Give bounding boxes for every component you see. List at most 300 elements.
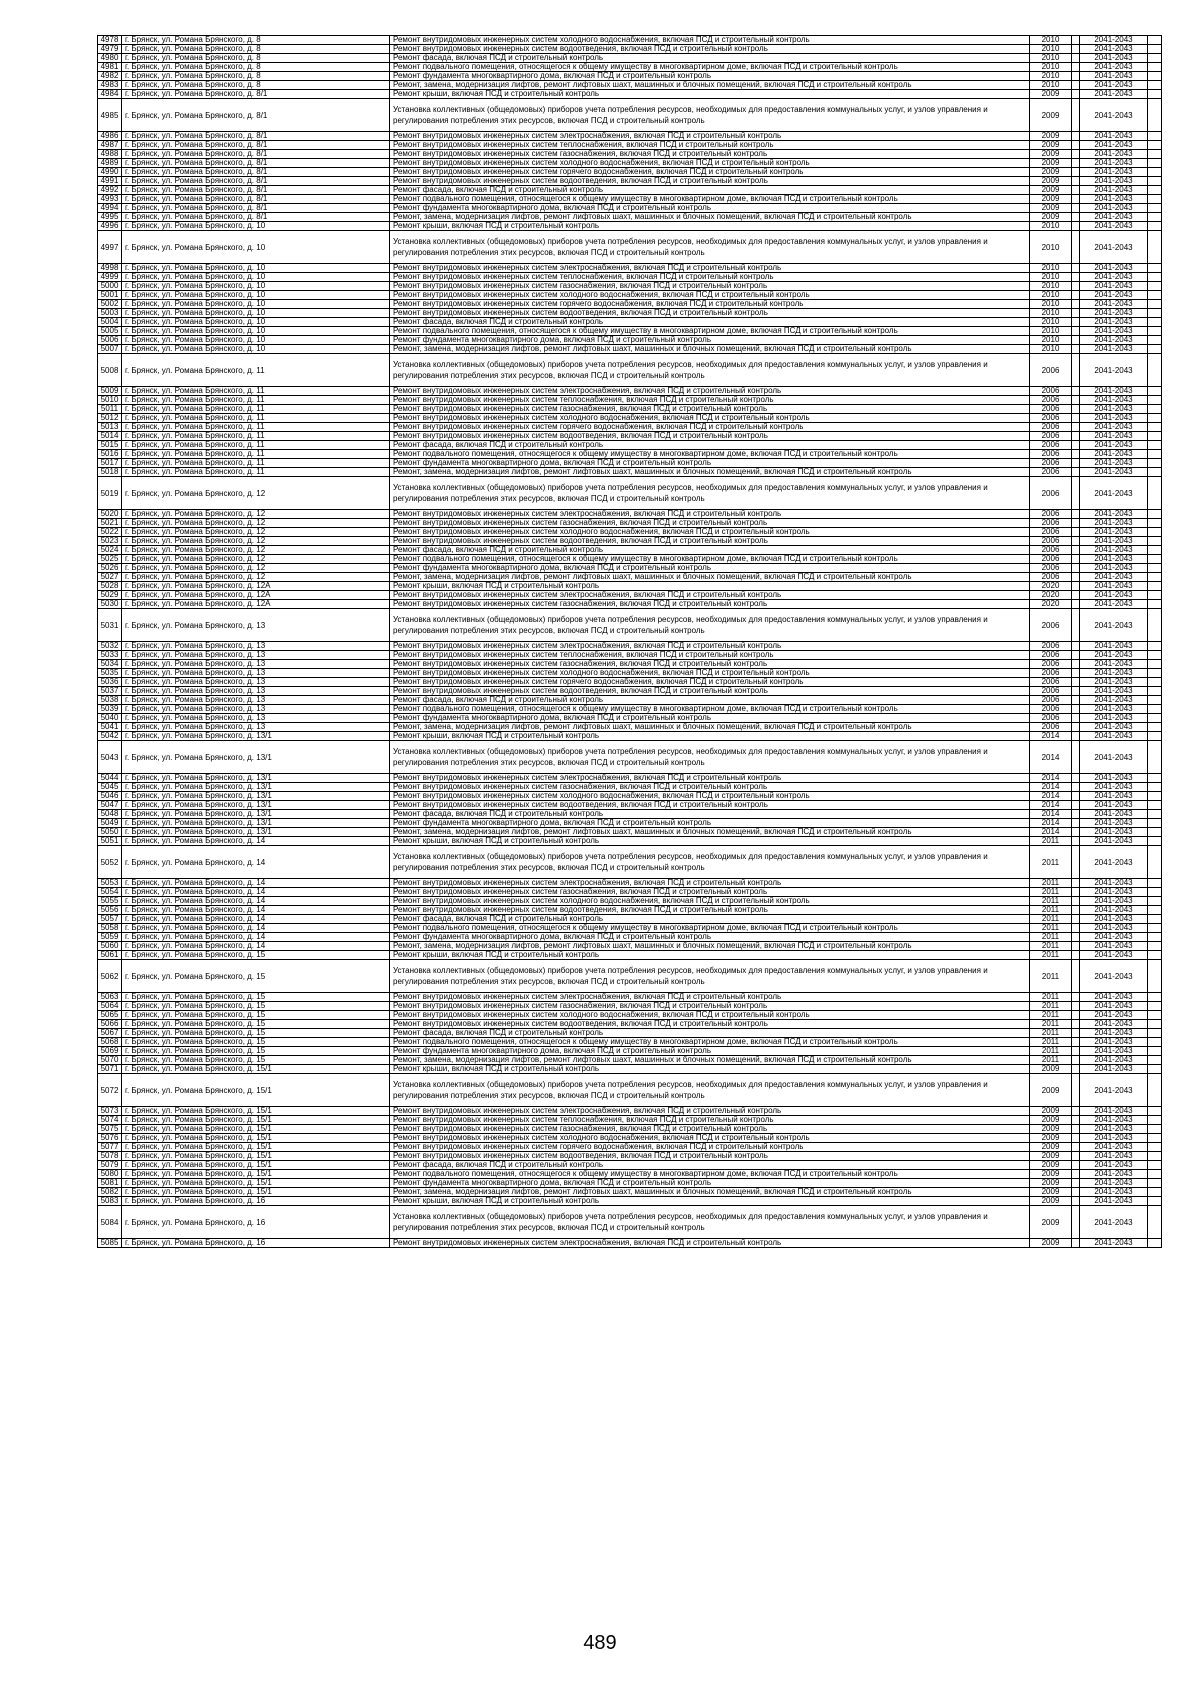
empty-cell xyxy=(1148,63,1162,72)
planned-period-cell: 2041-2043 xyxy=(1080,537,1148,546)
work-type-cell: Ремонт внутридомовых инженерных систем теплоснабжения, включая ПСД и строительный контроль xyxy=(390,273,1030,282)
table-row xyxy=(98,915,1162,924)
planned-period-cell: 2041-2043 xyxy=(1080,819,1148,828)
empty-cell xyxy=(1072,72,1080,81)
build-year-cell: 2006 xyxy=(1030,459,1072,468)
address-cell: г. Брянск, ул. Романа Брянского, д. 13 xyxy=(122,642,390,651)
empty-cell xyxy=(1072,1065,1080,1074)
empty-cell xyxy=(1072,1002,1080,1011)
row-number: 4990 xyxy=(98,168,122,177)
work-type-cell: Ремонт подвального помещения, относящегося к общему имуществу в многоквартирном доме, включая ПСД и строительный контроль xyxy=(390,555,1030,564)
planned-period-cell: 2041-2043 xyxy=(1080,1002,1148,1011)
table-row xyxy=(98,318,1162,327)
build-year-cell: 2006 xyxy=(1030,528,1072,537)
empty-cell xyxy=(1148,309,1162,318)
empty-cell xyxy=(1148,1188,1162,1197)
address-cell: г. Брянск, ул. Романа Брянского, д. 12 xyxy=(122,564,390,573)
work-type-cell: Ремонт фасада, включая ПСД и строительный контроль xyxy=(390,546,1030,555)
planned-period-cell: 2041-2043 xyxy=(1080,1161,1148,1170)
empty-cell xyxy=(1072,45,1080,54)
address-cell: г. Брянск, ул. Романа Брянского, д. 15/1 xyxy=(122,1161,390,1170)
row-number: 5007 xyxy=(98,345,122,354)
planned-period-cell: 2041-2043 xyxy=(1080,177,1148,186)
empty-cell xyxy=(1148,477,1162,510)
planned-period-cell: 2041-2043 xyxy=(1080,81,1148,90)
empty-cell xyxy=(1072,951,1080,960)
planned-period-cell: 2041-2043 xyxy=(1080,519,1148,528)
work-type-cell: Ремонт фасада, включая ПСД и строительный контроль xyxy=(390,186,1030,195)
row-number: 5003 xyxy=(98,309,122,318)
build-year-cell: 2006 xyxy=(1030,678,1072,687)
planned-period-cell: 2041-2043 xyxy=(1080,1056,1148,1065)
address-cell: г. Брянск, ул. Романа Брянского, д. 16 xyxy=(122,1239,390,1248)
empty-cell xyxy=(1148,1074,1162,1107)
build-year-cell: 2006 xyxy=(1030,441,1072,450)
row-number: 4997 xyxy=(98,231,122,264)
planned-period-cell: 2041-2043 xyxy=(1080,993,1148,1002)
planned-period-cell: 2041-2043 xyxy=(1080,354,1148,387)
address-cell: г. Брянск, ул. Романа Брянского, д. 15/1 xyxy=(122,1170,390,1179)
planned-period-cell: 2041-2043 xyxy=(1080,450,1148,459)
empty-cell xyxy=(1148,1170,1162,1179)
row-number: 5059 xyxy=(98,933,122,942)
planned-period-cell: 2041-2043 xyxy=(1080,687,1148,696)
work-type-cell: Ремонт внутридомовых инженерных систем теплоснабжения, включая ПСД и строительный контроль xyxy=(390,141,1030,150)
row-number: 4986 xyxy=(98,132,122,141)
row-number: 5077 xyxy=(98,1143,122,1152)
empty-cell xyxy=(1148,660,1162,669)
planned-period-cell: 2041-2043 xyxy=(1080,1029,1148,1038)
address-cell: г. Брянск, ул. Романа Брянского, д. 15/1 xyxy=(122,1134,390,1143)
build-year-cell: 2009 xyxy=(1030,1170,1072,1179)
empty-cell xyxy=(1148,960,1162,993)
row-number: 5001 xyxy=(98,291,122,300)
empty-cell xyxy=(1148,336,1162,345)
table-row xyxy=(98,387,1162,396)
empty-cell xyxy=(1148,45,1162,54)
planned-period-cell: 2041-2043 xyxy=(1080,582,1148,591)
address-cell: г. Брянск, ул. Романа Брянского, д. 15 xyxy=(122,1038,390,1047)
address-cell: г. Брянск, ул. Романа Брянского, д. 12 xyxy=(122,519,390,528)
empty-cell xyxy=(1072,132,1080,141)
work-type-cell: Ремонт, замена, модернизация лифтов, ремонт лифтовых шахт, машинных и блочных помещений, включая ПСД и строительный контроль xyxy=(390,573,1030,582)
work-type-cell: Ремонт внутридомовых инженерных систем холодного водоснабжения, включая ПСД и строительный контроль xyxy=(390,792,1030,801)
planned-period-cell: 2041-2043 xyxy=(1080,837,1148,846)
planned-period-cell: 2041-2043 xyxy=(1080,1170,1148,1179)
row-number: 5011 xyxy=(98,405,122,414)
build-year-cell: 2009 xyxy=(1030,168,1072,177)
empty-cell xyxy=(1148,1107,1162,1116)
empty-cell xyxy=(1148,537,1162,546)
empty-cell xyxy=(1072,1107,1080,1116)
work-type-cell: Установка коллективных (общедомовых) приборов учета потребления ресурсов, необходимых для предоставления коммунальных услуг, и узлов управления и регулирования потребления этих ресурсов, включая ПСД и строительный контроль xyxy=(390,609,1030,642)
empty-cell xyxy=(1148,81,1162,90)
row-number: 4998 xyxy=(98,264,122,273)
empty-cell xyxy=(1148,327,1162,336)
row-number: 5026 xyxy=(98,564,122,573)
work-type-cell: Ремонт внутридомовых инженерных систем водоотведения, включая ПСД и строительный контроль xyxy=(390,1152,1030,1161)
table-row xyxy=(98,1179,1162,1188)
empty-cell xyxy=(1072,1125,1080,1134)
address-cell: г. Брянск, ул. Романа Брянского, д. 15 xyxy=(122,1047,390,1056)
empty-cell xyxy=(1148,414,1162,423)
build-year-cell: 2009 xyxy=(1030,1239,1072,1248)
work-type-cell: Ремонт внутридомовых инженерных систем электроснабжения, включая ПСД и строительный контроль xyxy=(390,879,1030,888)
table-row xyxy=(98,582,1162,591)
work-type-cell: Ремонт, замена, модернизация лифтов, ремонт лифтовых шахт, машинных и блочных помещений, включая ПСД и строительный контроль xyxy=(390,81,1030,90)
row-number: 5018 xyxy=(98,468,122,477)
row-number: 4983 xyxy=(98,81,122,90)
empty-cell xyxy=(1072,993,1080,1002)
address-cell: г. Брянск, ул. Романа Брянского, д. 11 xyxy=(122,414,390,423)
build-year-cell: 2006 xyxy=(1030,714,1072,723)
empty-cell xyxy=(1148,642,1162,651)
address-cell: г. Брянск, ул. Романа Брянского, д. 13 xyxy=(122,651,390,660)
work-type-cell: Ремонт, замена, модернизация лифтов, ремонт лифтовых шахт, машинных и блочных помещений, включая ПСД и строительный контроль xyxy=(390,345,1030,354)
table-row xyxy=(98,414,1162,423)
build-year-cell: 2010 xyxy=(1030,291,1072,300)
table-row xyxy=(98,141,1162,150)
planned-period-cell: 2041-2043 xyxy=(1080,468,1148,477)
empty-cell xyxy=(1072,477,1080,510)
row-number: 5050 xyxy=(98,828,122,837)
build-year-cell: 2011 xyxy=(1030,960,1072,993)
empty-cell xyxy=(1148,273,1162,282)
address-cell: г. Брянск, ул. Романа Брянского, д. 8/1 xyxy=(122,186,390,195)
address-cell: г. Брянск, ул. Романа Брянского, д. 13/1 xyxy=(122,741,390,774)
table-row xyxy=(98,441,1162,450)
empty-cell xyxy=(1072,960,1080,993)
planned-period-cell: 2041-2043 xyxy=(1080,792,1148,801)
empty-cell xyxy=(1072,309,1080,318)
planned-period-cell: 2041-2043 xyxy=(1080,906,1148,915)
table-row xyxy=(98,1065,1162,1074)
build-year-cell: 2010 xyxy=(1030,282,1072,291)
empty-cell xyxy=(1072,1206,1080,1239)
empty-cell xyxy=(1148,723,1162,732)
empty-cell xyxy=(1148,318,1162,327)
address-cell: г. Брянск, ул. Романа Брянского, д. 13 xyxy=(122,669,390,678)
empty-cell xyxy=(1072,651,1080,660)
planned-period-cell: 2041-2043 xyxy=(1080,828,1148,837)
table-row xyxy=(98,1056,1162,1065)
table-row xyxy=(98,600,1162,609)
work-type-cell: Установка коллективных (общедомовых) приборов учета потребления ресурсов, необходимых для предоставления коммунальных услуг, и узлов управления и регулирования потребления этих ресурсов, включая ПСД и строительный контроль xyxy=(390,354,1030,387)
work-type-cell: Ремонт фундамента многоквартирного дома, включая ПСД и строительный контроль xyxy=(390,204,1030,213)
empty-cell xyxy=(1072,732,1080,741)
planned-period-cell: 2041-2043 xyxy=(1080,1065,1148,1074)
planned-period-cell: 2041-2043 xyxy=(1080,300,1148,309)
row-number: 5042 xyxy=(98,732,122,741)
table-row xyxy=(98,924,1162,933)
empty-cell xyxy=(1072,300,1080,309)
capital-repair-table xyxy=(97,35,1162,1248)
empty-cell xyxy=(1148,1065,1162,1074)
table-row xyxy=(98,651,1162,660)
empty-cell xyxy=(1148,705,1162,714)
work-type-cell: Ремонт внутридомовых инженерных систем водоотведения, включая ПСД и строительный контроль xyxy=(390,906,1030,915)
build-year-cell: 2009 xyxy=(1030,99,1072,132)
row-number: 5041 xyxy=(98,723,122,732)
address-cell: г. Брянск, ул. Романа Брянского, д. 13 xyxy=(122,696,390,705)
empty-cell xyxy=(1072,705,1080,714)
empty-cell xyxy=(1072,414,1080,423)
address-cell: г. Брянск, ул. Романа Брянского, д. 15 xyxy=(122,1002,390,1011)
table-row xyxy=(98,1134,1162,1143)
planned-period-cell: 2041-2043 xyxy=(1080,951,1148,960)
build-year-cell: 2011 xyxy=(1030,1047,1072,1056)
row-number: 5085 xyxy=(98,1239,122,1248)
build-year-cell: 2010 xyxy=(1030,54,1072,63)
empty-cell xyxy=(1148,924,1162,933)
build-year-cell: 2011 xyxy=(1030,1056,1072,1065)
row-number: 5052 xyxy=(98,846,122,879)
build-year-cell: 2020 xyxy=(1030,600,1072,609)
empty-cell xyxy=(1072,642,1080,651)
row-number: 5022 xyxy=(98,528,122,537)
work-type-cell: Установка коллективных (общедомовых) приборов учета потребления ресурсов, необходимых для предоставления коммунальных услуг, и узлов управления и регулирования потребления этих ресурсов, включая ПСД и строительный контроль xyxy=(390,1074,1030,1107)
table-row xyxy=(98,282,1162,291)
build-year-cell: 2006 xyxy=(1030,573,1072,582)
work-type-cell: Ремонт крыши, включая ПСД и строительный контроль xyxy=(390,90,1030,99)
planned-period-cell: 2041-2043 xyxy=(1080,1011,1148,1020)
work-type-cell: Ремонт, замена, модернизация лифтов, ремонт лифтовых шахт, машинных и блочных помещений, включая ПСД и строительный контроль xyxy=(390,468,1030,477)
address-cell: г. Брянск, ул. Романа Брянского, д. 13 xyxy=(122,609,390,642)
empty-cell xyxy=(1148,669,1162,678)
address-cell: г. Брянск, ул. Романа Брянского, д. 15/1 xyxy=(122,1116,390,1125)
address-cell: г. Брянск, ул. Романа Брянского, д. 15/1 xyxy=(122,1143,390,1152)
row-number: 5047 xyxy=(98,801,122,810)
row-number: 4994 xyxy=(98,204,122,213)
planned-period-cell: 2041-2043 xyxy=(1080,678,1148,687)
planned-period-cell: 2041-2043 xyxy=(1080,696,1148,705)
table-row xyxy=(98,231,1162,264)
row-number: 5009 xyxy=(98,387,122,396)
empty-cell xyxy=(1072,888,1080,897)
table-row xyxy=(98,714,1162,723)
empty-cell xyxy=(1148,801,1162,810)
planned-period-cell: 2041-2043 xyxy=(1080,1038,1148,1047)
address-cell: г. Брянск, ул. Романа Брянского, д. 15 xyxy=(122,951,390,960)
table-row xyxy=(98,801,1162,810)
address-cell: г. Брянск, ул. Романа Брянского, д. 13 xyxy=(122,714,390,723)
address-cell: г. Брянск, ул. Романа Брянского, д. 13/1 xyxy=(122,819,390,828)
table-row xyxy=(98,291,1162,300)
planned-period-cell: 2041-2043 xyxy=(1080,1047,1148,1056)
empty-cell xyxy=(1148,1116,1162,1125)
build-year-cell: 2009 xyxy=(1030,90,1072,99)
row-number: 5076 xyxy=(98,1134,122,1143)
empty-cell xyxy=(1148,906,1162,915)
work-type-cell: Ремонт внутридомовых инженерных систем газоснабжения, включая ПСД и строительный контроль xyxy=(390,150,1030,159)
row-number: 5074 xyxy=(98,1116,122,1125)
build-year-cell: 2009 xyxy=(1030,150,1072,159)
build-year-cell: 2009 xyxy=(1030,1197,1072,1206)
empty-cell xyxy=(1072,90,1080,99)
address-cell: г. Брянск, ул. Романа Брянского, д. 15/1 xyxy=(122,1188,390,1197)
row-number: 5032 xyxy=(98,642,122,651)
planned-period-cell: 2041-2043 xyxy=(1080,222,1148,231)
address-cell: г. Брянск, ул. Романа Брянского, д. 11 xyxy=(122,459,390,468)
row-number: 5078 xyxy=(98,1152,122,1161)
build-year-cell: 2014 xyxy=(1030,732,1072,741)
table-row xyxy=(98,204,1162,213)
empty-cell xyxy=(1072,423,1080,432)
address-cell: г. Брянск, ул. Романа Брянского, д. 8 xyxy=(122,81,390,90)
row-number: 5029 xyxy=(98,591,122,600)
empty-cell xyxy=(1072,441,1080,450)
build-year-cell: 2009 xyxy=(1030,1161,1072,1170)
build-year-cell: 2006 xyxy=(1030,387,1072,396)
build-year-cell: 2010 xyxy=(1030,72,1072,81)
empty-cell xyxy=(1148,1134,1162,1143)
address-cell: г. Брянск, ул. Романа Брянского, д. 8 xyxy=(122,36,390,45)
work-type-cell: Ремонт внутридомовых инженерных систем водоотведения, включая ПСД и строительный контроль xyxy=(390,687,1030,696)
empty-cell xyxy=(1148,282,1162,291)
empty-cell xyxy=(1148,396,1162,405)
address-cell: г. Брянск, ул. Романа Брянского, д. 13/1 xyxy=(122,810,390,819)
row-number: 5064 xyxy=(98,1002,122,1011)
work-type-cell: Ремонт внутридомовых инженерных систем газоснабжения, включая ПСД и строительный контроль xyxy=(390,282,1030,291)
row-number: 5030 xyxy=(98,600,122,609)
empty-cell xyxy=(1072,459,1080,468)
row-number: 5066 xyxy=(98,1020,122,1029)
address-cell: г. Брянск, ул. Романа Брянского, д. 14 xyxy=(122,897,390,906)
empty-cell xyxy=(1072,723,1080,732)
build-year-cell: 2006 xyxy=(1030,510,1072,519)
table-row xyxy=(98,846,1162,879)
build-year-cell: 2006 xyxy=(1030,669,1072,678)
table-row xyxy=(98,36,1162,45)
address-cell: г. Брянск, ул. Романа Брянского, д. 14 xyxy=(122,933,390,942)
build-year-cell: 2014 xyxy=(1030,828,1072,837)
empty-cell xyxy=(1072,1239,1080,1248)
table-row xyxy=(98,510,1162,519)
planned-period-cell: 2041-2043 xyxy=(1080,459,1148,468)
table-row xyxy=(98,792,1162,801)
table-row xyxy=(98,546,1162,555)
build-year-cell: 2011 xyxy=(1030,888,1072,897)
planned-period-cell: 2041-2043 xyxy=(1080,186,1148,195)
table-row xyxy=(98,837,1162,846)
empty-cell xyxy=(1148,1179,1162,1188)
empty-cell xyxy=(1072,801,1080,810)
empty-cell xyxy=(1072,1188,1080,1197)
planned-period-cell: 2041-2043 xyxy=(1080,231,1148,264)
table-row xyxy=(98,1188,1162,1197)
empty-cell xyxy=(1072,354,1080,387)
build-year-cell: 2009 xyxy=(1030,204,1072,213)
planned-period-cell: 2041-2043 xyxy=(1080,396,1148,405)
empty-cell xyxy=(1072,609,1080,642)
empty-cell xyxy=(1148,72,1162,81)
table-row xyxy=(98,1125,1162,1134)
table-row xyxy=(98,300,1162,309)
empty-cell xyxy=(1148,546,1162,555)
empty-cell xyxy=(1072,1116,1080,1125)
work-type-cell: Ремонт фундамента многоквартирного дома, включая ПСД и строительный контроль xyxy=(390,933,1030,942)
empty-cell xyxy=(1148,213,1162,222)
empty-cell xyxy=(1148,591,1162,600)
build-year-cell: 2011 xyxy=(1030,924,1072,933)
table-row xyxy=(98,345,1162,354)
work-type-cell: Ремонт внутридомовых инженерных систем холодного водоснабжения, включая ПСД и строительный контроль xyxy=(390,897,1030,906)
empty-cell xyxy=(1072,141,1080,150)
work-type-cell: Ремонт внутридомовых инженерных систем электроснабжения, включая ПСД и строительный контроль xyxy=(390,642,1030,651)
empty-cell xyxy=(1148,177,1162,186)
build-year-cell: 2009 xyxy=(1030,159,1072,168)
build-year-cell: 2011 xyxy=(1030,906,1072,915)
table-row xyxy=(98,774,1162,783)
work-type-cell: Ремонт внутридомовых инженерных систем электроснабжения, включая ПСД и строительный контроль xyxy=(390,993,1030,1002)
table-row xyxy=(98,168,1162,177)
table-row xyxy=(98,609,1162,642)
build-year-cell: 2011 xyxy=(1030,837,1072,846)
empty-cell xyxy=(1148,600,1162,609)
empty-cell xyxy=(1148,345,1162,354)
row-number: 5016 xyxy=(98,450,122,459)
empty-cell xyxy=(1072,942,1080,951)
build-year-cell: 2011 xyxy=(1030,933,1072,942)
planned-period-cell: 2041-2043 xyxy=(1080,801,1148,810)
empty-cell xyxy=(1072,915,1080,924)
build-year-cell: 2011 xyxy=(1030,879,1072,888)
row-number: 5019 xyxy=(98,477,122,510)
table-row xyxy=(98,732,1162,741)
row-number: 5061 xyxy=(98,951,122,960)
table-row xyxy=(98,72,1162,81)
planned-period-cell: 2041-2043 xyxy=(1080,933,1148,942)
build-year-cell: 2011 xyxy=(1030,915,1072,924)
empty-cell xyxy=(1148,774,1162,783)
work-type-cell: Ремонт внутридомовых инженерных систем газоснабжения, включая ПСД и строительный контроль xyxy=(390,1125,1030,1134)
planned-period-cell: 2041-2043 xyxy=(1080,573,1148,582)
planned-period-cell: 2041-2043 xyxy=(1080,477,1148,510)
work-type-cell: Ремонт фундамента многоквартирного дома, включая ПСД и строительный контроль xyxy=(390,336,1030,345)
empty-cell xyxy=(1148,168,1162,177)
planned-period-cell: 2041-2043 xyxy=(1080,432,1148,441)
table-row xyxy=(98,687,1162,696)
address-cell: г. Брянск, ул. Романа Брянского, д. 12 xyxy=(122,555,390,564)
work-type-cell: Ремонт внутридомовых инженерных систем электроснабжения, включая ПСД и строительный контроль xyxy=(390,1107,1030,1116)
build-year-cell: 2011 xyxy=(1030,993,1072,1002)
table-row xyxy=(98,396,1162,405)
address-cell: г. Брянск, ул. Романа Брянского, д. 8/1 xyxy=(122,99,390,132)
empty-cell xyxy=(1072,405,1080,414)
row-number: 4982 xyxy=(98,72,122,81)
planned-period-cell: 2041-2043 xyxy=(1080,195,1148,204)
planned-period-cell: 2041-2043 xyxy=(1080,846,1148,879)
address-cell: г. Брянск, ул. Романа Брянского, д. 15 xyxy=(122,1029,390,1038)
planned-period-cell: 2041-2043 xyxy=(1080,774,1148,783)
empty-cell xyxy=(1072,810,1080,819)
build-year-cell: 2010 xyxy=(1030,345,1072,354)
work-type-cell: Ремонт, замена, модернизация лифтов, ремонт лифтовых шахт, машинных и блочных помещений, включая ПСД и строительный контроль xyxy=(390,942,1030,951)
row-number: 4999 xyxy=(98,273,122,282)
empty-cell xyxy=(1148,741,1162,774)
build-year-cell: 2011 xyxy=(1030,897,1072,906)
planned-period-cell: 2041-2043 xyxy=(1080,564,1148,573)
build-year-cell: 2014 xyxy=(1030,774,1072,783)
build-year-cell: 2009 xyxy=(1030,1107,1072,1116)
row-number: 5028 xyxy=(98,582,122,591)
row-number: 5071 xyxy=(98,1065,122,1074)
empty-cell xyxy=(1072,696,1080,705)
address-cell: г. Брянск, ул. Романа Брянского, д. 13 xyxy=(122,660,390,669)
planned-period-cell: 2041-2043 xyxy=(1080,90,1148,99)
work-type-cell: Ремонт фасада, включая ПСД и строительный контроль xyxy=(390,441,1030,450)
address-cell: г. Брянск, ул. Романа Брянского, д. 11 xyxy=(122,396,390,405)
